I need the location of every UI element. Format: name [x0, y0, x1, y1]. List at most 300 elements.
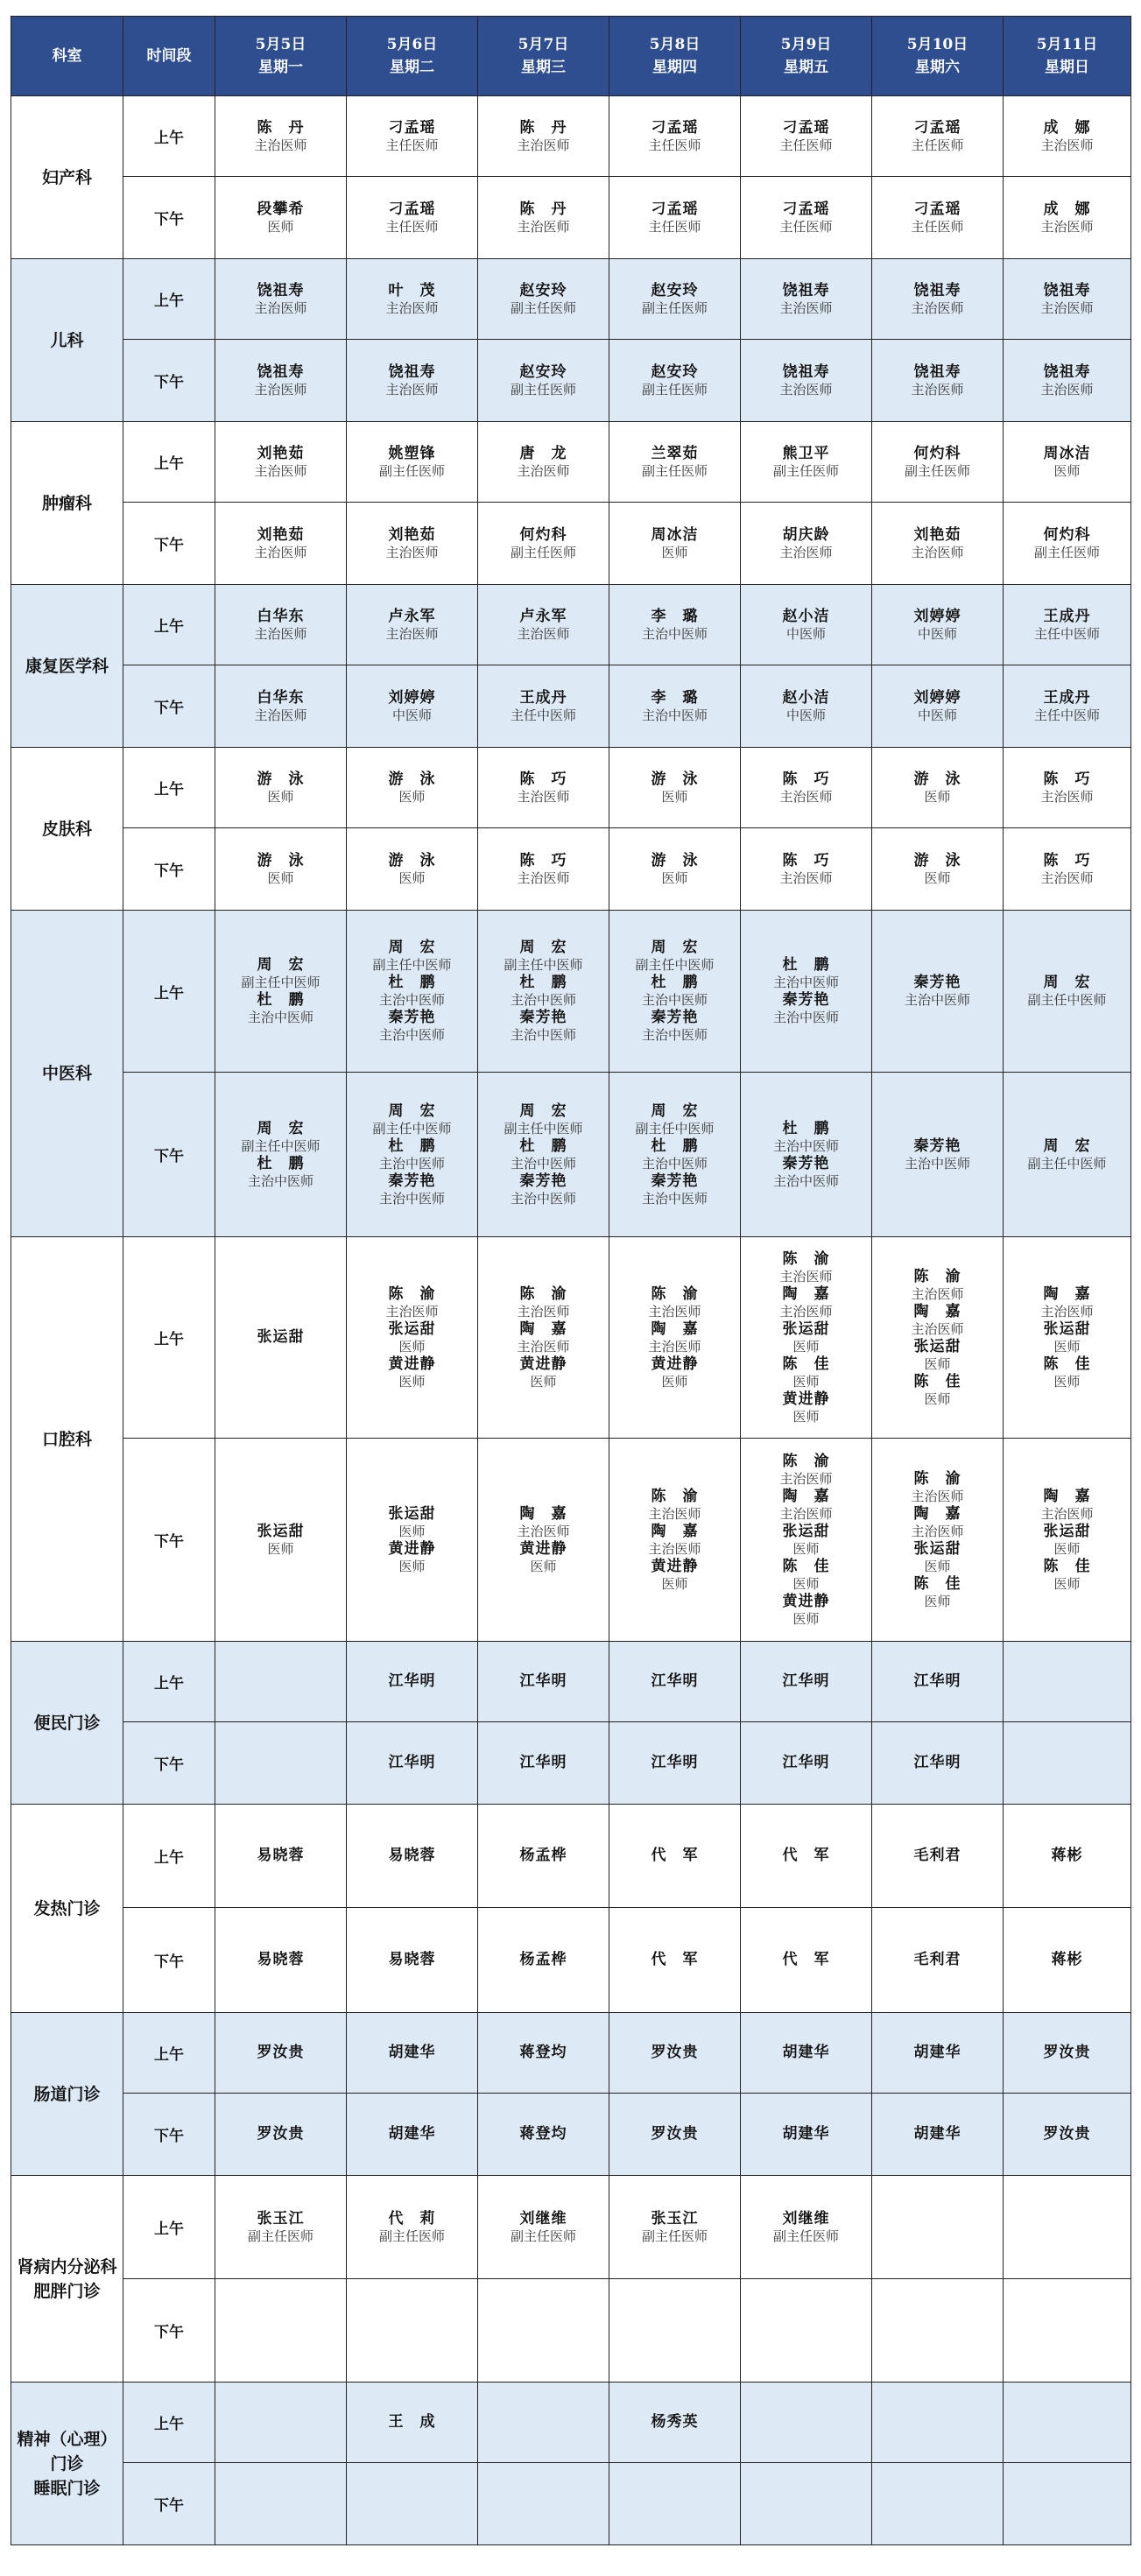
- doctor-list: [347, 1102, 477, 1207]
- schedule-row: [11, 748, 1131, 828]
- doctor-name: 刘继维: [519, 2209, 567, 2228]
- doctor-list: [1004, 1488, 1130, 1593]
- doctor-name: 饶祖寿: [782, 281, 830, 299]
- doctor-title: 副主任中医师: [1027, 992, 1107, 1008]
- doctor-title: 医师: [792, 1373, 820, 1390]
- schedule-cell: [1004, 665, 1131, 748]
- schedule-cell: [347, 259, 478, 340]
- doctor-title: 医师: [398, 1338, 426, 1355]
- schedule-cell: [1004, 1642, 1131, 1722]
- schedule-cell: [215, 1908, 347, 2013]
- schedule-cell: [872, 2382, 1004, 2463]
- doctor-list: [347, 1285, 477, 1390]
- schedule-row: [11, 2094, 1131, 2176]
- schedule-cell: [1004, 1805, 1131, 1908]
- schedule-cell: [872, 1439, 1004, 1642]
- doctor-list: [609, 1951, 740, 1969]
- doctor-title: 主治医师: [779, 788, 833, 805]
- doctor-name: 陶 嘉: [519, 1504, 567, 1523]
- doctor-name: 张运甜: [913, 1539, 961, 1558]
- doctor-title: 主治医师: [517, 1523, 570, 1539]
- doctor-title: 主任医师: [779, 218, 833, 235]
- doctor-list: [478, 445, 609, 480]
- schedule-cell: [741, 1805, 872, 1908]
- header-day: [215, 17, 347, 96]
- doctor-title: 医师: [792, 1540, 820, 1557]
- department-name-line: 肾病内分泌科: [17, 2256, 117, 2277]
- doctor-list: [872, 608, 1003, 643]
- doctor-name: 陶 嘉: [519, 1320, 567, 1338]
- schedule-cell: [741, 911, 872, 1073]
- doctor-title: 医师: [398, 1373, 426, 1390]
- doctor-list: [609, 2413, 740, 2432]
- doctor-name: 秦芳艳: [651, 1009, 699, 1026]
- doctor-name: 周 宏: [257, 956, 305, 974]
- schedule-cell: [1004, 96, 1131, 177]
- doctor-list: [347, 771, 477, 806]
- doctor-name: 江华明: [913, 1672, 961, 1690]
- doctor-name: 杜 鹏: [519, 1137, 567, 1155]
- doctor-title: 主治中医师: [247, 1010, 313, 1025]
- doctor-name: 江华明: [388, 1754, 436, 1771]
- doctor-name: 刁孟瑶: [913, 200, 961, 218]
- doctor-list: [215, 1847, 346, 1865]
- schedule-cell: [741, 2013, 872, 2094]
- schedule-cell: [478, 585, 609, 665]
- schedule-cell: [478, 1908, 609, 2013]
- doctor-title: 主治医师: [779, 1303, 833, 1320]
- doctor-list: [609, 201, 740, 236]
- doctor-list: [478, 1102, 609, 1207]
- doctor-name: 饶祖寿: [257, 362, 305, 381]
- doctor-title: 主治医师: [517, 1338, 570, 1355]
- doctor-name: 江华明: [519, 1672, 567, 1690]
- header-dept: 科室: [11, 17, 123, 96]
- doctor-title: 主治医师: [779, 544, 833, 560]
- schedule-cell: [1004, 1439, 1131, 1642]
- doctor-list: [741, 1847, 871, 1865]
- doctor-title: 副主任中医师: [372, 1120, 452, 1137]
- doctor-title: 主治医师: [1040, 1505, 1094, 1522]
- header-day: [609, 17, 741, 96]
- doctor-list: [478, 1951, 609, 1969]
- doctor-title: 主治中医师: [904, 992, 970, 1008]
- doctor-name: 杜 鹏: [651, 1137, 699, 1155]
- doctor-title: 医师: [1053, 1338, 1081, 1355]
- schedule-cell: [609, 2279, 741, 2382]
- doctor-name: 陈 渝: [782, 1249, 830, 1268]
- schedule-cell: [478, 748, 609, 828]
- schedule-cell: [215, 2176, 347, 2279]
- doctor-name: 白华东: [257, 688, 305, 707]
- doctor-name: 黄进静: [519, 1355, 567, 1373]
- doctor-list: [872, 974, 1003, 1009]
- doctor-title: 医师: [267, 1540, 294, 1557]
- doctor-title: 主治医师: [1040, 869, 1094, 886]
- doctor-list: [741, 2125, 871, 2143]
- schedule-cell: [347, 2176, 478, 2279]
- department-name: [11, 2013, 123, 2176]
- doctor-name: 饶祖寿: [913, 362, 961, 381]
- header-weekday: 星期一: [258, 59, 303, 76]
- header-day: [478, 17, 609, 96]
- doctor-list: [872, 852, 1003, 887]
- doctor-title: 副主任医师: [510, 544, 576, 560]
- schedule-cell: [741, 96, 872, 177]
- doctor-name: 饶祖寿: [913, 281, 961, 299]
- doctor-name: 罗汝贵: [1043, 2125, 1091, 2143]
- schedule-cell: [872, 422, 1004, 503]
- time-period: 上午: [123, 1642, 215, 1722]
- doctor-list: [741, 1453, 871, 1628]
- schedule-cell: [215, 2094, 347, 2176]
- doctor-name: 张运甜: [257, 1522, 305, 1540]
- schedule-row: [11, 911, 1131, 1073]
- schedule-cell: [609, 422, 741, 503]
- doctor-name: 张运甜: [782, 1320, 830, 1338]
- doctor-title: 主治中医师: [378, 992, 445, 1008]
- schedule-row: [11, 1073, 1131, 1237]
- doctor-list: [609, 1285, 740, 1390]
- doctor-name: 江华明: [913, 1754, 961, 1771]
- doctor-name: 陶 嘉: [1043, 1284, 1091, 1303]
- doctor-title: 主治医师: [1040, 1303, 1094, 1320]
- doctor-list: [347, 2044, 477, 2062]
- doctor-name: 易晓蓉: [388, 1951, 436, 1968]
- doctor-name: 张运甜: [1043, 1522, 1091, 1540]
- doctor-title: 主治中医师: [510, 1155, 576, 1172]
- department-name-line: 门诊: [50, 2453, 84, 2474]
- schedule-cell: [741, 2382, 872, 2463]
- doctor-list: [215, 2210, 346, 2245]
- doctor-name: 刁孟瑶: [782, 118, 830, 137]
- doctor-name: 杜 鹏: [782, 956, 830, 974]
- doctor-list: [609, 689, 740, 724]
- doctor-name: 陈 渝: [388, 1284, 436, 1303]
- doctor-title: 副主任中医师: [241, 975, 320, 990]
- doctor-list: [872, 1137, 1003, 1172]
- doctor-name: 杨孟桦: [519, 1951, 567, 1968]
- schedule-row: [11, 828, 1131, 911]
- doctor-title: 医师: [924, 869, 951, 886]
- schedule-cell: [609, 911, 741, 1073]
- schedule-cell: [347, 2094, 478, 2176]
- doctor-name: 江华明: [782, 1672, 830, 1690]
- doctor-list: [215, 852, 346, 887]
- doctor-name: 胡建华: [388, 2044, 436, 2061]
- doctor-name: 胡建华: [913, 2044, 961, 2061]
- doctor-title: 主治医师: [517, 1303, 570, 1320]
- department-name-line: 肿瘤科: [41, 493, 92, 513]
- doctor-title: 主治医师: [648, 1540, 701, 1557]
- doctor-name: 秦芳艳: [782, 991, 830, 1009]
- department-name: [11, 585, 123, 748]
- doctor-title: 主治医师: [648, 1338, 701, 1355]
- doctor-list: [478, 526, 609, 561]
- doctor-list: [478, 1285, 609, 1390]
- doctor-name: 陈 佳: [913, 1574, 961, 1593]
- doctor-title: 副主任医师: [641, 381, 708, 398]
- doctor-list: [741, 608, 871, 643]
- schedule-cell: [609, 1908, 741, 2013]
- doctor-list: [872, 119, 1003, 154]
- schedule-cell: [347, 1722, 478, 1805]
- doctor-name: 周 宏: [1043, 1137, 1091, 1155]
- doctor-list: [741, 119, 871, 154]
- doctor-list: [741, 1250, 871, 1425]
- doctor-name: 唐 龙: [519, 444, 567, 462]
- doctor-list: [872, 201, 1003, 236]
- schedule-cell: [215, 2279, 347, 2382]
- doctor-name: 陶 嘉: [651, 1522, 699, 1540]
- schedule-cell: [741, 2463, 872, 2545]
- doctor-list: [872, 526, 1003, 561]
- doctor-name: 陶 嘉: [913, 1504, 961, 1523]
- schedule-cell: [215, 585, 347, 665]
- doctor-title: 主治医师: [1040, 381, 1094, 398]
- doctor-name: 熊卫平: [782, 444, 830, 462]
- schedule-cell: [741, 1439, 872, 1642]
- department-name-line: 发热门诊: [33, 1898, 101, 1918]
- schedule-cell: [1004, 1722, 1131, 1805]
- doctor-name: 周 宏: [519, 1101, 567, 1120]
- schedule-cell: [609, 1237, 741, 1439]
- doctor-title: 医师: [924, 788, 951, 805]
- doctor-name: 成 娜: [1043, 200, 1091, 218]
- schedule-cell: [1004, 1908, 1131, 2013]
- doctor-list: [872, 282, 1003, 317]
- doctor-title: 主治医师: [517, 218, 570, 235]
- schedule-cell: [741, 422, 872, 503]
- doctor-title: 副主任中医师: [504, 957, 583, 973]
- schedule-cell: [1004, 2279, 1131, 2382]
- doctor-title: 医师: [1053, 1540, 1081, 1557]
- schedule-cell: [215, 828, 347, 911]
- doctor-title: 主治医师: [517, 625, 570, 642]
- schedule-cell: [609, 585, 741, 665]
- doctor-title: 副主任中医师: [1027, 1155, 1107, 1172]
- doctor-name: 赵安玲: [651, 281, 699, 299]
- doctor-name: 代 莉: [388, 2209, 436, 2228]
- doctor-title: 医师: [398, 1523, 426, 1539]
- doctor-name: 姚塑锋: [388, 444, 436, 462]
- schedule-cell: [872, 585, 1004, 665]
- schedule-cell: [609, 828, 741, 911]
- doctor-name: 陈 巧: [782, 770, 830, 788]
- doctor-name: 秦芳艳: [388, 1172, 436, 1190]
- doctor-title: 副主任医师: [247, 2228, 313, 2244]
- doctor-title: 主治医师: [517, 869, 570, 886]
- doctor-name: 卢永军: [519, 607, 567, 625]
- doctor-list: [478, 363, 609, 398]
- time-period: 上午: [123, 2176, 215, 2279]
- schedule-page: [11, 16, 1130, 2545]
- doctor-title: 主治中医师: [772, 1010, 839, 1025]
- doctor-name: 杜 鹏: [388, 1137, 436, 1155]
- schedule-cell: [1004, 2463, 1131, 2545]
- schedule-cell: [872, 2279, 1004, 2382]
- table-body: [11, 96, 1131, 2545]
- schedule-cell: [478, 911, 609, 1073]
- doctor-title: 副主任医师: [772, 2228, 839, 2244]
- doctor-name: 陈 巧: [519, 851, 567, 869]
- doctor-title: 副主任医师: [641, 299, 708, 316]
- doctor-title: 中医师: [391, 707, 432, 723]
- doctor-name: 陶 嘉: [651, 1320, 699, 1338]
- schedule-cell: [215, 1805, 347, 1908]
- schedule-cell: [609, 177, 741, 259]
- doctor-name: 杜 鹏: [519, 974, 567, 991]
- doctor-name: 何灼科: [913, 444, 961, 462]
- doctor-list: [872, 1470, 1003, 1610]
- schedule-cell: [478, 1073, 609, 1237]
- schedule-cell: [347, 748, 478, 828]
- doctor-list: [609, 608, 740, 643]
- doctor-name: 代 军: [782, 1951, 830, 1968]
- doctor-title: 主治医师: [1040, 299, 1094, 316]
- time-period: 下午: [123, 1722, 215, 1805]
- schedule-cell: [741, 1642, 872, 1722]
- schedule-cell: [1004, 1073, 1131, 1237]
- schedule-cell: [347, 340, 478, 422]
- schedule-row: [11, 177, 1131, 259]
- doctor-title: 医师: [924, 1593, 951, 1609]
- schedule-cell: [1004, 828, 1131, 911]
- schedule-cell: [347, 1237, 478, 1439]
- doctor-title: 主治医师: [254, 707, 307, 723]
- doctor-name: 刘婷婷: [388, 688, 436, 707]
- schedule-cell: [872, 665, 1004, 748]
- doctor-list: [872, 445, 1003, 480]
- schedule-cell: [1004, 1237, 1131, 1439]
- schedule-cell: [215, 1642, 347, 1722]
- doctor-title: 主治医师: [254, 299, 307, 316]
- doctor-title: 医师: [530, 1373, 557, 1390]
- doctor-name: 陈 渝: [519, 1284, 567, 1303]
- table-header: [11, 17, 1131, 96]
- doctor-name: 江华明: [388, 1672, 436, 1690]
- doctor-name: 蒋彬: [1051, 1847, 1083, 1864]
- doctor-name: 陶 嘉: [1043, 1487, 1091, 1505]
- doctor-title: 主治中医师: [510, 1027, 576, 1043]
- doctor-name: 代 军: [651, 1951, 699, 1968]
- schedule-row: [11, 2013, 1131, 2094]
- doctor-name: 刘艳茹: [257, 525, 305, 544]
- doctor-list: [609, 1847, 740, 1865]
- doctor-list: [609, 1672, 740, 1691]
- time-period: 下午: [123, 2094, 215, 2176]
- time-period: 下午: [123, 340, 215, 422]
- doctor-title: 主治医师: [517, 137, 570, 153]
- doctor-name: 刁孟瑶: [913, 118, 961, 137]
- schedule-cell: [741, 1908, 872, 2013]
- schedule-cell: [609, 2463, 741, 2545]
- doctor-title: 医师: [530, 1558, 557, 1574]
- doctor-list: [347, 689, 477, 724]
- doctor-title: 主治医师: [1040, 218, 1094, 235]
- doctor-list: [609, 282, 740, 317]
- doctor-title: 主治中医师: [772, 1172, 839, 1189]
- doctor-name: 刁孟瑶: [782, 200, 830, 218]
- doctor-list: [347, 2210, 477, 2245]
- doctor-list: [215, 363, 346, 398]
- schedule-cell: [741, 585, 872, 665]
- schedule-cell: [609, 1073, 741, 1237]
- doctor-name: 陈 佳: [782, 1557, 830, 1575]
- schedule-cell: [872, 2176, 1004, 2279]
- doctor-name: 陶 嘉: [913, 1302, 961, 1320]
- schedule-cell: [478, 1805, 609, 1908]
- time-period: 上午: [123, 422, 215, 503]
- doctor-name: 饶祖寿: [1043, 362, 1091, 381]
- doctor-name: 李 璐: [651, 688, 699, 707]
- schedule-cell: [347, 1439, 478, 1642]
- doctor-title: 主治医师: [911, 381, 964, 398]
- doctor-list: [1004, 119, 1130, 154]
- doctor-list: [347, 939, 477, 1044]
- schedule-cell: [215, 259, 347, 340]
- doctor-title: 主任医师: [648, 137, 701, 153]
- time-period: 上午: [123, 585, 215, 665]
- doctor-list: [478, 119, 609, 154]
- doctor-name: 黄进静: [388, 1539, 436, 1558]
- doctor-name: 张运甜: [388, 1504, 436, 1523]
- doctor-name: 罗汝贵: [257, 2125, 305, 2143]
- schedule-cell: [609, 1805, 741, 1908]
- schedule-cell: [478, 503, 609, 585]
- schedule-row: [11, 259, 1131, 340]
- time-period: 上午: [123, 1805, 215, 1908]
- doctor-title: 副主任医师: [510, 299, 576, 316]
- doctor-list: [215, 526, 346, 561]
- doctor-title: 主治医师: [254, 544, 307, 560]
- schedule-row: [11, 340, 1131, 422]
- doctor-list: [741, 689, 871, 724]
- department-name-line: 儿科: [50, 330, 84, 350]
- doctor-list: [741, 282, 871, 317]
- doctor-name: 陈 渝: [651, 1487, 699, 1505]
- doctor-name: 杨孟桦: [519, 1847, 567, 1864]
- doctor-name: 胡建华: [913, 2125, 961, 2143]
- doctor-name: 陈 巧: [782, 851, 830, 869]
- doctor-list: [215, 119, 346, 154]
- doctor-title: 中医师: [785, 707, 826, 723]
- doctor-title: 主治医师: [385, 625, 439, 642]
- doctor-name: 何灼科: [1043, 525, 1091, 544]
- doctor-name: 陈 佳: [782, 1355, 830, 1373]
- header-date: 5月5日: [255, 36, 306, 53]
- doctor-title: 主治医师: [779, 1505, 833, 1522]
- schedule-cell: [609, 503, 741, 585]
- schedule-cell: [347, 911, 478, 1073]
- time-period: 上午: [123, 2382, 215, 2463]
- doctor-list: [741, 2044, 871, 2062]
- doctor-title: 主治医师: [517, 788, 570, 805]
- header-date: 5月7日: [518, 36, 569, 53]
- department-name-line: 妇产科: [41, 167, 92, 187]
- time-period: 下午: [123, 503, 215, 585]
- doctor-name: 游 泳: [913, 770, 961, 788]
- doctor-list: [872, 1847, 1003, 1865]
- doctor-list: [347, 119, 477, 154]
- doctor-title: 副主任中医师: [241, 1137, 320, 1154]
- doctor-name: 白华东: [257, 607, 305, 625]
- schedule-cell: [215, 177, 347, 259]
- schedule-cell: [872, 911, 1004, 1073]
- doctor-list: [741, 956, 871, 1026]
- doctor-title: 主任中医师: [1033, 707, 1100, 723]
- doctor-name: 周 宏: [651, 939, 699, 956]
